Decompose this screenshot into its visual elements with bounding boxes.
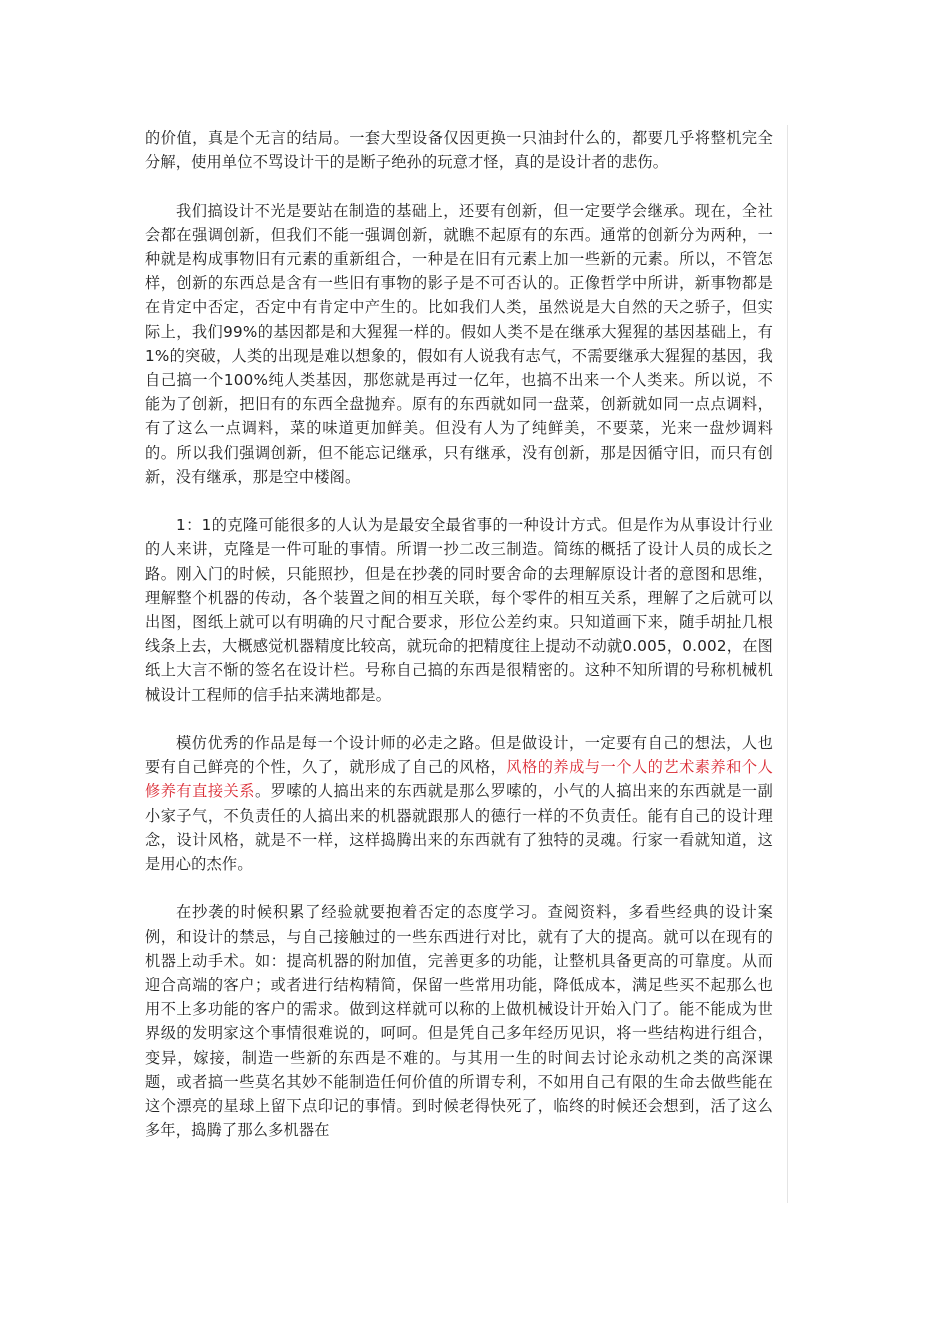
paragraph-innovation-inheritance: 我们搞设计不光是要站在制造的基础上，还要有创新，但一定要学会继承。现在，全社会都在强调创新，但我们不能一强调创新，就瞧不起原有的东西。通常的创新分为两种，一种就是构成事物旧有元素的重新组合，一种是在旧有元素上加一些新的元素。所以，不管怎样，创新的东西总是含有一些旧有事物的影子是不可否认的。正像哲学中所讲，新事物都是在肯定中否定，否定中有肯定中产生的。比如我们人类，虽然说是大自然的天之骄子，但实际上，我们99%的基因都是和大猩猩一样的。假如人类不是在继承大猩猩的基因基础上，有1%的突破，人类的出现是难以想象的，假如有人说我有志气，不需要继承大猩猩的基因，我自己搞一个100%纯人类基因，那您就是再过一亿年，也搞不出来一个人类来。所以说，不能为了创新，把旧有的东西全盘抛弃。原有的东西就如同一盘菜，创新就如同一点点调料，有了这么一点调料，菜的味道更加鲜美。但没有人为了纯鲜美，不要菜，光来一盘炒调料的。所以我们强调创新，但不能忘记继承，只有继承，没有创新，那是因循守旧，而只有创新，没有继承，那是空中楼阁。 — [145, 201, 773, 486]
paragraph-style-text-before: 模仿优秀的作品是每一个设计师的必走之路。但是做设计，一定要有自己的想法，人也要有自己鲜亮的个性，久了，就形成了自己的风格， — [145, 734, 773, 777]
paragraph-learning: 在抄袭的时候积累了经验就要抱着否定的态度学习。查阅资料，多看些经典的设计案例，和设计的禁忌，与自己接触过的一些东西进行对比，就有了大的提高。就可以在现有的机器上动手术。如：提高机器的附加值，完善更多的功能，让整机具备更高的可靠度。从而迎合高端的客户；或者进行结构精简，保留一些常用功能，降低成本，满足些买不起那么也用不上多功能的客户的需求。做到这样就可以称的上做机械设计开始入门了。能不能成为世界级的发明家这个事情很难说的，呵呵。但是凭自己多年经历见识，将一些结构进行组合，变异，嫁接，制造一些新的东西是不难的。与其用一生的时间去讨论永动机之类的高深课题，或者搞一些莫名其妙不能制造任何价值的所谓专利，不如用自己有限的生命去做些能在这个漂亮的星球上留下点印记的事情。到时候老得快死了，临终的时候还会想到，活了这么多年，捣腾了那么多机器在 — [145, 903, 773, 1140]
page-edge-divider — [787, 125, 788, 1203]
paragraph-continuation: 的价值，真是个无言的结局。一套大型设备仅因更换一只油封什么的，都要几乎将整机完全分解，使用单位不骂设计干的是断子绝孙的玩意才怪，真的是设计者的悲伤。 — [145, 129, 773, 172]
paragraph-style-text-after: 。罗嗦的人搞出来的东西就是那么罗嗦的，小气的人搞出来的东西就是一副小家子气，不负责任的人搞出来的机器就跟那人的德行一样的不负责任。能有自己的设计理念，设计风格，就是不一样，这样捣腾出来的东西就有了独特的灵魂。行家一看就知道，这是用心的杰作。 — [145, 782, 773, 874]
paragraph-cloning: 1：1的克隆可能很多的人认为是最安全最省事的一种设计方式。但是作为从事设计行业的人来讲，克隆是一件可耻的事情。所谓一抄二改三制造。简练的概括了设计人员的成长之路。刚入门的时候，只能照抄，但是在抄袭的同时要舍命的去理解原设计者的意图和思维，理解整个机器的传动，各个装置之间的相互关联，每个零件的相互关系，理解了之后就可以出图，图纸上就可以有明确的尺寸配合要求，形位公差约束。只知道画下来，随手胡扯几根线条上去，大概感觉机器精度比较高，就玩命的把精度往上提动不动就0.005，0.002，在图纸上大言不惭的签名在设计栏。号称自己搞的东西是很精密的。这种不知所谓的号称机械机械设计工程师的信手拈来满地都是。 — [145, 516, 773, 704]
paragraph-style — [145, 731, 773, 876]
highlighted-sentence: 风格的养成与一个人的艺术素养和个人修养有直接关系 — [145, 758, 773, 801]
document-body — [145, 126, 773, 1167]
